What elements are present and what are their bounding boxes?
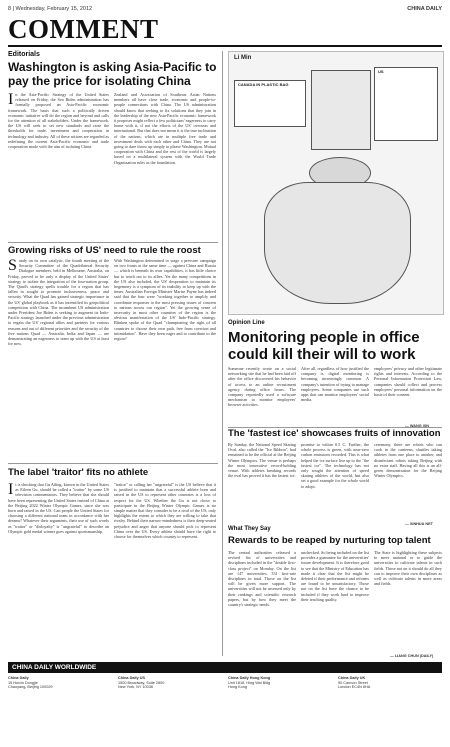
story2-col2: promise to within 0.5 C. Further, the whole process is green, with near-zero carbon emissions recorded. This is what helped the ice surface live up to the "the fastest ice". The technology has not only sought the attention of speed skating athletes of the world, but also set a good example for the whole world to adopt.: [301, 442, 369, 489]
editorials-kicker: Editorials: [8, 51, 40, 58]
story3-col2: unchecked. So being included on the list provides a guarantee for the universities' future development. It is therefore good to see that the Ministry of Education has made it clear that the list might be deleted if their performance and reforms are found to be unsatisfactory. Those not on the list have the chance to be included if they work hard to improve their teaching quality.: [301, 550, 369, 602]
editorial2-col1: Sandy on its own catalytic, the fourth meeting of the Security Committee of the Quadrilateral Security Dialogue members, held in Melbourne, Australia, on Friday, proved to be only a display of the United States' strategy to isolate the integration of the four-nation group. The Quad's strategy spells trouble for a region that has fallen in sought to promote inclusiveness, peace and security. What the Quad has gained strategic importance in the US' global playbook as it has intensified its geopolitical competition with China. The incumbent US administration under President Joe Biden is seeking to augment its Indo-Pacific strategy launched under the previous administration to regain the US' regional allies and partners for various reasons and out of different priorities and the security of the five nations Quad — Australia, India and Japan — are demonstrating an eagerness to team up with the US at least for now.: [8, 258, 109, 347]
page-date: 8 | Wednesday, February 15, 2012: [8, 6, 93, 12]
office-address: 15 Huixin Dongjie: [8, 680, 38, 685]
story2-headline: The 'fastest ice' showcases fruits of innovation: [228, 428, 441, 439]
footer-office: [8, 676, 53, 690]
office-city: Hong Kong: [228, 685, 247, 690]
office-name: China Daily Hong Kong: [228, 676, 271, 680]
footer-office: [228, 676, 270, 690]
opinion-col1: Someone recently wrote on a social networking site that he had been laid off after the office discovered his behavior of access to an online recruitment agency during office hours. The company reportedly used a software mechanism to monitor employees' browser activities.: [228, 366, 296, 408]
cartoon-label: CANADA IN PLASTIC BAG: [238, 82, 289, 87]
title-rule: [8, 45, 442, 47]
office-city: London EC4N 6HA: [338, 685, 371, 690]
footer: [0, 660, 450, 747]
footer-office: [338, 676, 370, 690]
office-address: 90 Cannon Street: [338, 680, 368, 685]
office-city: Chaoyang, Beijing 100029: [8, 685, 53, 690]
editorial1-col1: In the Asia-Pacific Strategy of the United States released on Friday, the Sea Biden administration has formally proposed an Asia-Pacific economic framework. The basis that such a politically driven economic initiative will do the region and beyond and calls for the attention of all stakeholders. Under the framework, the US will seek to set new standards and raise the thresholds for trade, investment and cooperation in technology and industry. All of these actions are regarded as redefining the current Asia-Pacific economic and trade cooperation mode with the aim of isolating China.: [8, 92, 109, 150]
opinion-byline: — WANG XIN: [405, 424, 430, 428]
office-city: New York, NY 10036: [118, 685, 153, 690]
section-title: COMMENT: [8, 14, 159, 44]
story2-col1: By Sunday, the National Speed Skating Oval, also called the "Ice Ribbon", had remained to be the official at the Beijing Winter Olympics. The venue is perhaps the most innovative record-holding venue. With athletes breaking records the oval has proved it has the fastest ice.: [228, 442, 296, 479]
divider: [8, 242, 218, 243]
office-name: China Daily US: [118, 676, 146, 680]
paper-name: CHINA DAILY: [407, 6, 442, 12]
editorial3-col1: It is shocking that Gu Ailing, known in the United States as Eileen Gu, should be called a "traitor" by some US television commentators. They believe that she should have been representing the United States instead of China at the Beijing 2022 Winter Olympic Games, since she was born and raised in the US. Can people the United States for choosing a different national team in accordance with her dreams? Whatever their arguments, their use of such words as "traitor" or "disloyalty" is "ungrateful" to describe an Olympic gold medal winner goes against sportsmanship.: [8, 482, 109, 534]
office-name: China Daily: [8, 676, 29, 680]
footer-bar: CHINA DAILY WORLDWIDE: [8, 662, 442, 673]
story3-col1: The central authorities released a revised list of universities and disciplines included in the "double first-class project" on Monday. On the list are 147 universities, 331 first-rate disciplines in total. Those on the list will be given more support. The universities will not be assessed only by their rankings and scientific research papers, but by how they meet the country's strategic needs.: [228, 550, 296, 608]
story2-byline: — XINHUA NET: [405, 522, 433, 526]
editorial1-col2: Zealand and Association of Southeast Asian Nations members all have close trade, economic and people-to-people connections with China. The US administration should know that seeking to fix solutions that they join in the leadership of the new Asia-Pacific economic framework it proposes might reflect a few politicians' eagerness to carry home with it, if not the efforts of the US' overseas and international. But that does not mean it is the true inclination of the nations, which are in multiple free trade and investment deals with each other and China. They are not going to dare throw up simply to please Washington. Mutual cooperation with China and the rest of the world is largely based on a multilateral system with the World Trade Organization rules as the foundation.: [114, 92, 216, 165]
opinion-col2: After all, regardless of how justified the company is, digital monitoring is becoming increasingly common. A company's intention of trying to manage employees. Some companies use such apps that can monitor employees' social media.: [301, 366, 369, 403]
story2-col3: ceremony, there are robots who can cook in the canteens, shuttles taking athletes from one place to another, and disinfectant robots taking Beijing with no extra staff. Having all this is an all-green demonstration for the Beijing Winter Olympics.: [374, 442, 442, 479]
story3-col3: The State is highlighting these subjects to meet national or to guide the universities to cultivate talents in such fields. Those not on it should do all they can to improve their own disciplines as well as cultivate talents in more areas and fields.: [374, 550, 442, 587]
editorial2-headline: Growing risks of US' need to rule the roost: [8, 245, 201, 256]
editorial2-col2: With Washington determined to wage a pressure campaign on two fronts at the same time — against China and Russia — which is beneath its own capabilities, it has little choice but to reach out to its allies. Yet the many competitions in the US also included, the US' desperation to maintain its hegemony is a symptom of its inability to keep up with the times. Australian Foreign Minister Marise Payne has indeed said that the four were "working together to amplify and coordinate responses to the most pressing issues of concern to nations across our region". Yet the growing sense of insecurity in most other countries of the region is the obvious manifestation of the US' Indo-Pacific strategy. Blinken spoke of the Quad "championing the right of all countries to choose their own path, free from coercion and intimidation". Have they been eager and to contribute to the region?: [114, 258, 216, 342]
cartoon-bag: [264, 182, 411, 304]
story3-byline: — LIANG CHUN (DAILY): [390, 654, 434, 658]
cartoon-panel: [234, 80, 306, 127]
office-address: 1500 Broadway, Suite 2800: [118, 680, 165, 685]
opinion-col3: employees' privacy and other legitimate rights and interests. According to the Personal Information Protection Law, companies should collect and process employees' personal information on the basis of their consent.: [374, 366, 442, 398]
story3-headline: Rewards to be reaped by nurturing top talent: [228, 535, 431, 546]
office-name: China Daily UK: [338, 676, 366, 680]
cartoon-figure: [311, 70, 371, 150]
footer-office: [118, 676, 164, 690]
editorial1-headline: Washington is asking Asia-Pacific to pay the price for isolating China: [8, 60, 217, 88]
opinion-headline: Monitoring people in office could kill their will to work: [228, 329, 420, 363]
editorial3-headline: The label 'traitor' fits no athlete: [8, 467, 149, 478]
editorial-cartoon: [228, 51, 444, 315]
divider: [8, 463, 218, 464]
what-they-say-label: What They Say: [228, 526, 271, 532]
cartoonist-signature: Li Min: [234, 55, 252, 61]
opinion-line-label: Opinion Line: [228, 320, 265, 326]
cartoon-label: US: [378, 69, 384, 74]
column-divider: [222, 51, 223, 656]
masthead-bar: [8, 4, 442, 14]
office-address: Unit 1818, Hing Wai Bldg: [228, 680, 271, 685]
editorial3-col2: "traitor" or calling her "ungrateful" is the US believe that it is justified to maintain that a successful athlete born and raised in the US to represent other countries is a loss of respect for the US. Whether the Gu is not chose to participate in the Beijing Winter Olympic Games is no simple matter that they consider to be a rival of the US, only highlights the extent to which they are willing to take that rivalry. Behind their narrow-mindedness is their deep-seated prejudice and anger that anyone should pick to represent China over the US. Every athlete should have the right to choose for themselves which country to represent.: [114, 482, 216, 540]
cartoon-panel: [374, 67, 438, 141]
